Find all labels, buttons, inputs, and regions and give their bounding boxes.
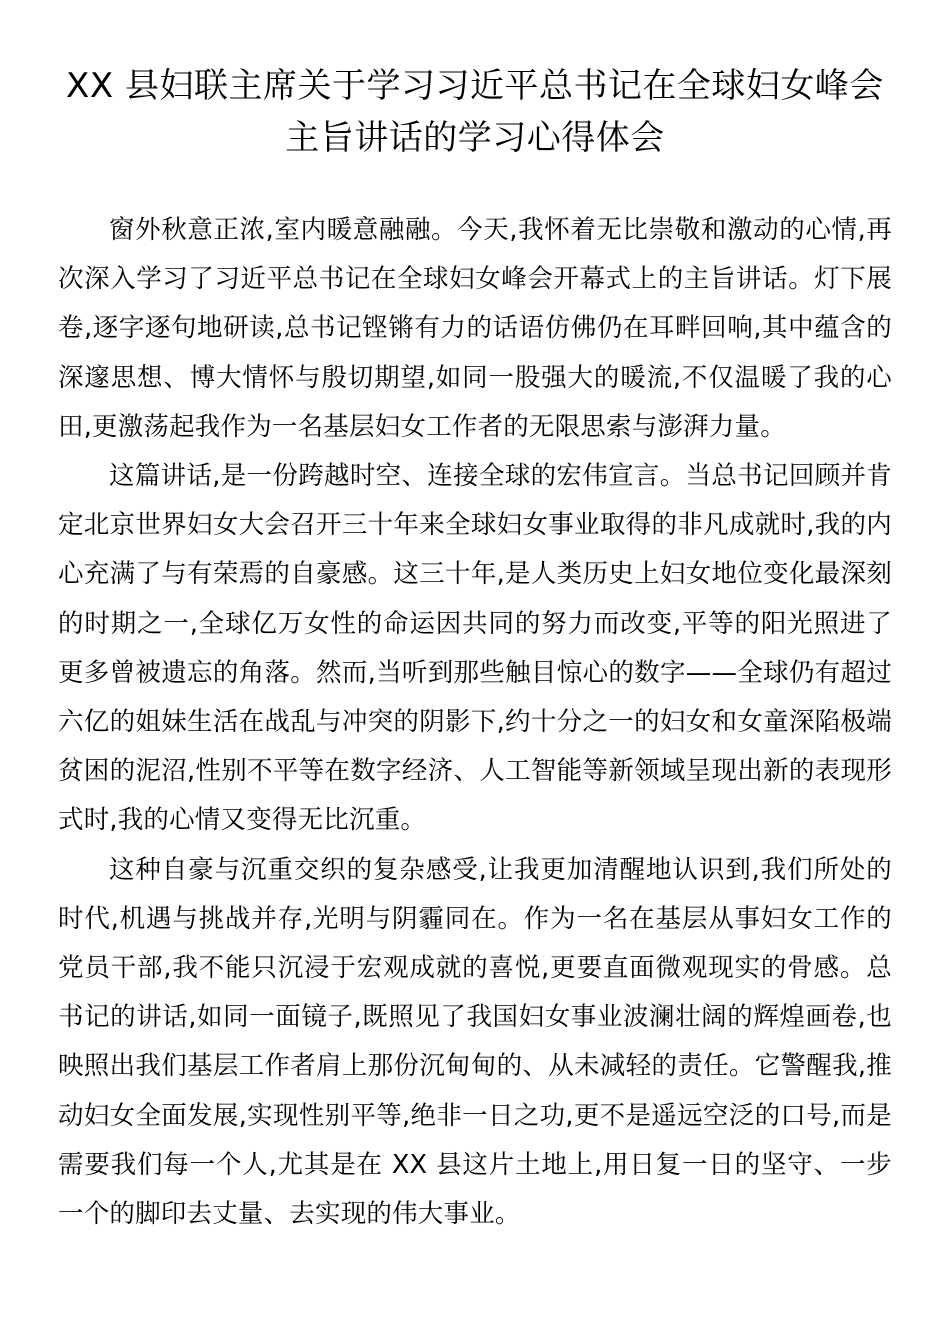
paragraph-1: 窗外秋意正浓,室内暖意融融。今天,我怀着无比崇敬和激动的心情,再次深入学习了习近平总书记在全球妇女峰会开幕式上的主旨讲话。灯下展卷,逐字逐句地研读,总书记铿锵有力的话语仿佛仍在耳畔回响,其中蕴含的深邃思想、博大情怀与殷切期望,如同一股强大的暖流,不仅温暖了我的心田,更激荡起我作为一名基层妇女工作者的无限思索与澎湃力量。: [58, 215, 892, 442]
document-body: [58, 206, 892, 1239]
title-line-2: 主旨讲话的学习心得体会: [285, 118, 665, 158]
document-title: [58, 60, 892, 164]
paragraph-2: 这篇讲话,是一份跨越时空、连接全球的宏伟宣言。当总书记回顾并肯定北京世界妇女大会召开三十年来全球妇女事业取得的非凡成就时,我的内心充满了与有荣焉的自豪感。这三十年,是人类历史上妇女地位变化最深刻的时期之一,全球亿万女性的命运因共同的努力而改变,平等的阳光照进了更多曾被遗忘的角落。然而,当听到那些触目惊心的数字——全球仍有超过六亿的姐妹生活在战乱与冲突的阴影下,约十分之一的妇女和女童深陷极端贫困的泥沼,性别不平等在数字经济、人工智能等新领域呈现出新的表现形式时,我的心情又变得无比沉重。: [58, 461, 892, 836]
paragraph-3: 这种自豪与沉重交织的复杂感受,让我更加清醒地认识到,我们所处的时代,机遇与挑战并存,光明与阴霾同在。作为一名在基层从事妇女工作的党员干部,我不能只沉浸于宏观成就的喜悦,更要直面微观现实的骨感。总书记的讲话,如同一面镜子,既照见了我国妇女事业波澜壮阔的辉煌画卷,也映照出我们基层工作者肩上那份沉甸甸的、从未减轻的责任。它警醒我,推动妇女全面发展,实现性别平等,绝非一日之功,更不是遥远空泛的口号,而是需要我们每一个人,尤其是在 XX 县这片土地上,用日复一日的坚守、一步一个的脚印去丈量、去实现的伟大事业。: [58, 854, 892, 1230]
title-line-1: XX 县妇联主席关于学习习近平总书记在全球妇女峰会: [66, 66, 884, 106]
